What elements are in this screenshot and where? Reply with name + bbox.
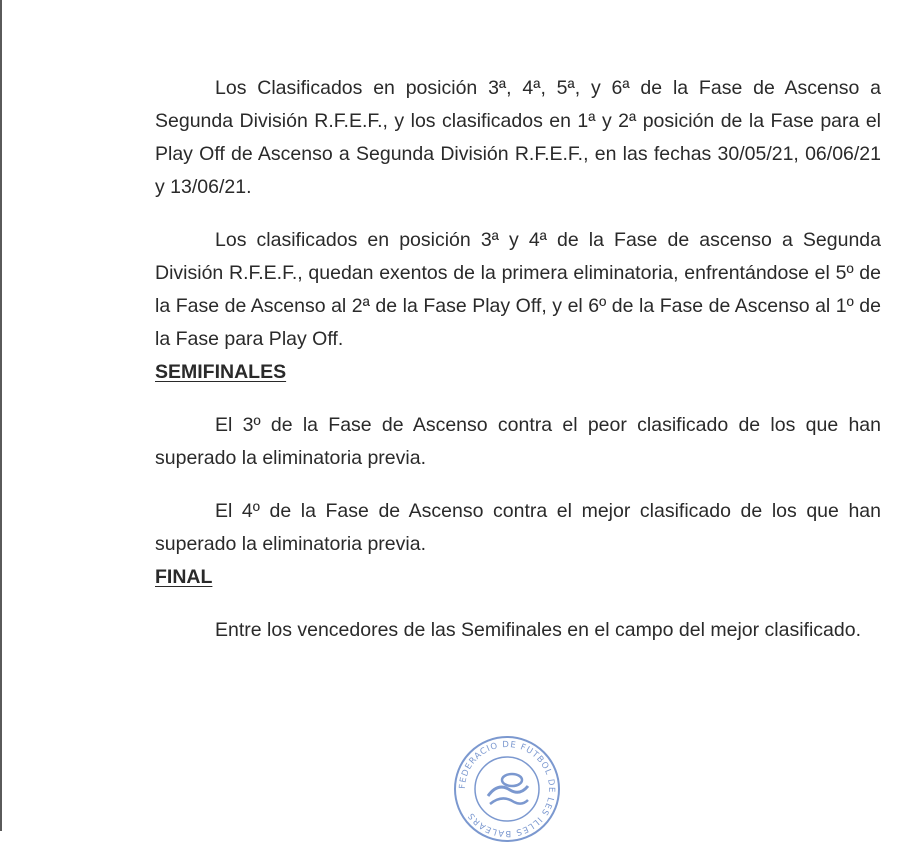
stamp-text: FEDERACIO DE FUTBOL DE LES ILLES BALEARS <box>457 739 557 839</box>
federation-stamp-icon <box>452 734 562 844</box>
semifinales-heading: SEMIFINALES <box>155 361 287 383</box>
intro-paragraph-2: Los clasificados en posición 3ª y 4ª de la Fase de ascenso a Segunda División R.F.E.F., quedan exentos de la primera eliminatoria, enfrentándose el 5º de la Fase de Ascenso al 2ª de la Fase Play Off, y el 6º de la Fase de Ascenso al 1º de la Fase para Play Off. <box>155 229 881 350</box>
page-edge-border <box>0 0 2 831</box>
final-paragraph-1: Entre los vencedores de las Semifinales en el campo del mejor clasificado. <box>215 619 861 641</box>
final-heading: FINAL <box>155 566 213 588</box>
intro-paragraph-1: Los Clasificados en posición 3ª, 4ª, 5ª, y 6ª de la Fase de Ascenso a Segunda División R.F.E.F., y los clasificados en 1ª y 2ª posición de la Fase para el Play Off de Ascenso a Segunda División R.F.E.F., en las fechas 30/05/21, 06/06/21 y 13/06/21. <box>155 77 881 198</box>
semifinales-paragraph-2: El 4º de la Fase de Ascenso contra el mejor clasificado de los que han superado la eliminatoria previa. <box>155 500 881 555</box>
semifinales-paragraph-1: El 3º de la Fase de Ascenso contra el peor clasificado de los que han superado la eliminatoria previa. <box>155 414 881 469</box>
document-body <box>155 72 881 647</box>
